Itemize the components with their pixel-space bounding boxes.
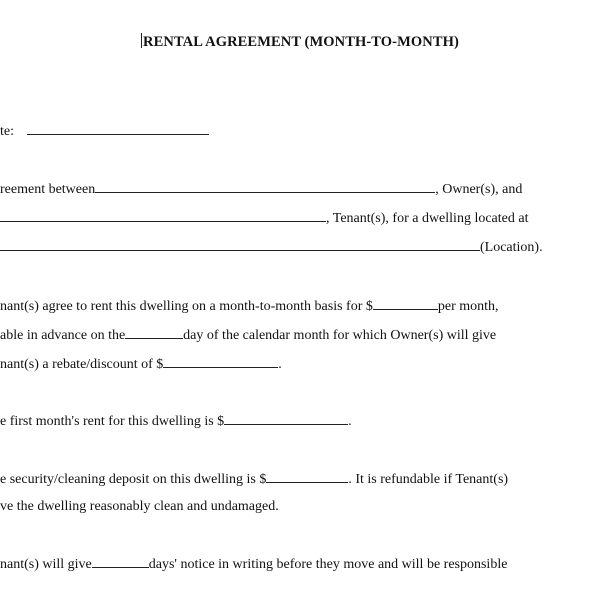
rent-text-1: nant(s) agree to rent this dwelling on a month-to-month basis for $ [0,299,373,314]
rent-line-3 [0,355,282,373]
deposit-line-1 [0,470,508,488]
owner-line [0,180,522,198]
due-day-field[interactable] [125,326,183,339]
rebate-period: . [278,357,282,372]
agreement-between-text: reement between [0,182,96,197]
location-field[interactable] [0,238,480,251]
notice-line [0,555,507,573]
location-label: (Location). [480,240,543,255]
calendar-month-text: day of the calendar month for which Owner(s) will give [183,328,497,343]
document-title: RENTAL AGREEMENT (MONTH-TO-MONTH) [143,34,459,50]
rebate-text: nant(s) a rebate/discount of $ [0,357,164,372]
date-field[interactable] [27,122,209,135]
tenant-name-field[interactable] [0,209,326,222]
first-month-rent-field[interactable] [224,412,348,425]
notice-responsibility-text: days' notice in writing before they move and will be responsible [148,557,508,572]
notice-text: nant(s) will give [0,557,92,572]
first-month-text: e first month's rent for this dwelling is $ [0,414,225,429]
location-line [0,238,543,256]
first-month-period: . [348,414,352,429]
owner-name-field[interactable] [95,180,435,193]
tenant-suffix-text: , Tenant(s), for a dwelling located at [326,211,529,226]
deposit-amount-field[interactable] [266,470,348,483]
rent-line-2 [0,326,496,344]
deposit-line-2 [0,499,279,515]
rebate-amount-field[interactable] [163,355,278,368]
owner-suffix-text: , Owner(s), and [435,182,523,197]
text-cursor [141,33,142,48]
payable-text: able in advance on the [0,328,126,343]
date-label: te: [0,124,14,139]
per-month-text: per month, [437,299,499,314]
notice-days-field[interactable] [92,555,149,568]
monthly-rent-field[interactable] [373,297,438,310]
clean-condition-text: ve the dwelling reasonably clean and undamaged. [0,499,279,514]
first-month-line [0,412,352,430]
deposit-text: e security/cleaning deposit on this dwelling is $ [0,472,267,487]
rent-line-1 [0,297,499,315]
date-line [0,122,209,140]
refundable-text: . It is refundable if Tenant(s) [348,472,509,487]
tenant-line [0,209,528,227]
